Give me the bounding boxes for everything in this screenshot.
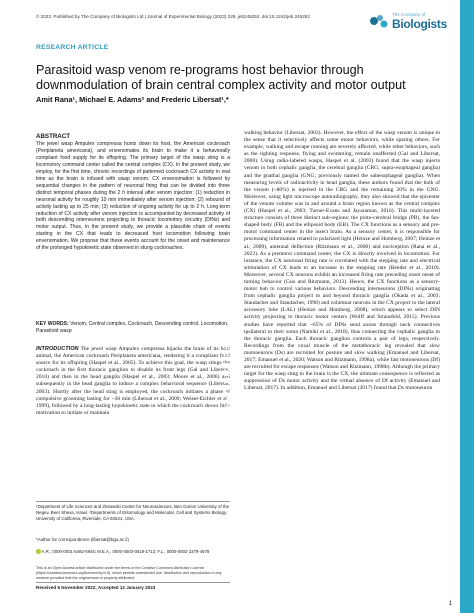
keywords-text: Venom, Central complex, Cockroach, Descending control, Locomotion, Parasitoid wasp	[36, 321, 229, 334]
logo-small-text: The Company of	[392, 12, 426, 17]
abstract-heading: ABSTRACT	[36, 133, 71, 140]
received-divider	[36, 582, 230, 583]
keywords-label: KEY WORDS:	[36, 321, 69, 327]
article-title: Parasitoid wasp venom re-programs host behavior through downmodulation of brain central complex activity and motor output	[36, 63, 406, 92]
license-text: This is an Open Access article distributed under the terms of the Creative Commons Attribution License (https://creativecommons.org/licenses/by/4.0), which permits unrestricted use, distribution and reproduction in any medium provided that the original work is properly attributed.	[36, 566, 222, 580]
introduction-text: The jewel wasp Ampulex compressa hijacks the brain of its host animal, the American cockroach Periplaneta americana, rendering it a compliant food source for its offspring (Haspel et al., 2005). To achieve this goal, the wasp stings the cockroach in the first thoracic ganglion to disable its front legs (Gal and Libersat, 2010) and then in the head ganglia (Haspel et al., 2003; Moore et al., 2006) and subsequently in the head ganglia to induce a complex behavioral sequence (Libersat, 2003). Shortly after the head sting is employed, the cockroach initiates a phase of compulsive grooming lasting for ~30 min (Libersat et al., 2009; Weisel-Eichler et al., 1999), followed by a long-lasting hypokinetic state in which the cockroach shows little motivation to initiate or maintain	[36, 346, 230, 416]
corresponding-author: *Author for correspondence (libersat@bgu.ac.il)	[36, 537, 129, 542]
introduction-heading: INTRODUCTION	[36, 346, 79, 352]
introduction	[36, 346, 230, 417]
page-number: 1	[448, 601, 452, 607]
publisher-logo	[368, 9, 456, 31]
orcid-text[interactable]: A.R., 0000-0001-5482-5946; M.E.A., 0000-0003-0519-1713; F.L., 0000-0002-2379-4678	[41, 549, 210, 554]
orcid-ids	[36, 549, 230, 555]
sidebar-journal-name: Journal of Experimental Biology	[222, 331, 232, 455]
logo-mark-icon	[368, 12, 390, 30]
affiliations: ¹Department of Life Sciences and Zlotowski Center for Neurosciences, Ben Gurion University of the Negev, Beer Sheva, Israel. ²Departments of Entomology and Molecular, Cell and Systems Biology, University of California, Riverside, CA 92521, USA.	[36, 504, 230, 521]
author-list: Amit Rana¹, Michael E. Adams² and Frederic Libersat¹,*	[36, 95, 229, 104]
orcid-icon	[36, 549, 41, 554]
abstract-text: The jewel wasp Ampulex compressa hunts down its host, the American cockroach (Periplaneta americana), and envenomates its brain to make it a behaviorally compliant food supply for its offspring. The primary target of the wasp sting is a locomotory command center called the central complex (CX). In the present study, we employ, for the first time, chronic recordings of patterned cockroach CX activity in real time as the brain is infused with wasp venom. CX envenomation is followed by sequential changes in the pattern of neuronal firing that can be divided into three distinct temporal phases during the 2 h interval after venom injection: (1) reduction in neuronal activity for roughly 10 min immediately after venom injection; (2) rebound of activity lasting up to 25 min; (3) reduction of ongoing activity for up to 2 h. Long-term reduction of CX activity after venom injection is accompanied by decreased activity of both descending interneurons projecting to thoracic locomotory circuitry (DINs) and motor output. Thus, in the present study, we provide a plausible chain of events starting in the CX that leads to decreased host locomotion following brain envenomation. We propose that these events account for the onset and maintenance of the prolonged hypokinetic state observed in stung cockroaches.	[36, 141, 230, 252]
received-dates: Received 6 November 2022; Accepted 12 January 2023	[36, 585, 156, 590]
logo-big-text: Biologists	[392, 17, 448, 31]
right-column-body: walking behavior (Libersat, 2003). However, the effect of the wasp venom is unique in the sense that it selectively affects some motor behaviors, while sparing others. For example, walking and escape running are severely affected, while other behaviors, such as the righting response, flying and swimming, remain unaffected (Gal and Libersat, 2008). Using radio-labeled wasps, Haspel et al. (2003) found that the wasp injects venom in both cephalic ganglia, the cerebral ganglia (CRG; supra-esophageal ganglia) and the gnathal ganglia (GNG; previously named the subesophageal ganglia). When measuring levels of radioactivity in head ganglia, these authors found that the bulk of the venom (~80%) is injected in the CRG and the remaining 20% in the GNG. Moreover, using light microscope autoradiography, they also showed that the epicenter of the venom volume was in and around a brain region known as the central complex (CX) (Haspel et al., 2003; Turner-Evans and Jayaraman, 2016). This multi-layered structure consists of three distinct sub-regions: the proto-cerebral bridge (PB), the fan-shaped body (FB) and the ellipsoid body (EB). The CX functions as a sensory and pre-motor command center in the insect brain. As a sensory center, it is responsible for processing information related to polarized light (Heinze and Homberg, 2007; Heinze et al., 2009), antennal deflection (Ritzmann et al., 2008) and nociception (Rana et al., 2022). As a premotor command center, the CX is directly involved in locomotion. For instance, the CX neuronal firing rate is correlated with the stepping rate and electrical stimulation of CX leads to an increase in the stepping rate (Bender et al., 2010). Moreover, several CX neurons exhibit an increased firing rate preceding onset onset of turning behavior (Guo and Ritzmann, 2013). Hence, the CX functions as a sensory-motor hub to control various behaviors. Descending interneurons (DINs) originating from cephalic ganglia project to and beyond thoracic ganglia (Okada et al., 2003; Staudacher and Staudacher, 1998) and columnar neurons in the CX project to the lateral accessory lobe (LAL) (Heinze and Homberg, 2008), which appears to select DIN activity projecting to thoracic motor centers (Wolff and Strausfeld, 2015). Previous studies have reported that ~65% of DINs send axons through neck connectives ipsilateral to their soma (Namiki et al., 2018), thus connecting the cephalic ganglia to the thoracic ganglia. Each thoracic ganglion controls a pair of legs, respectively. Recordings from the coxal muscle of the metathoracic leg revealed that slow motoneurons (Ds) are recruited for posture and slow walking (Emanuel and Libersat, 2017; Emanuel et al., 2020; Watson and Ritzmann, 1998a), while fast motoneurons (Df) are recruited for escape responses (Watson and Ritzmann, 1998b). Although the primary target for the wasp sting to the brain is the CX, the ultimate consequence is reflected as suppression of Ds motor activity and the virtual absence of Df activity (Emanuel and Libersat, 2017). In addition, Emanuel and Libersat (2017) found that Ds motoneuron	[244, 130, 440, 392]
section-label: RESEARCH ARTICLE	[36, 44, 109, 51]
keywords	[36, 321, 230, 335]
journal-citation-line: © 2023. Published by The Company of Biologists Ltd | Journal of Experimental Biology (2023) 226, jeb245252. doi:10.1242/jeb.245252	[36, 14, 310, 19]
footnote-divider	[36, 501, 230, 502]
